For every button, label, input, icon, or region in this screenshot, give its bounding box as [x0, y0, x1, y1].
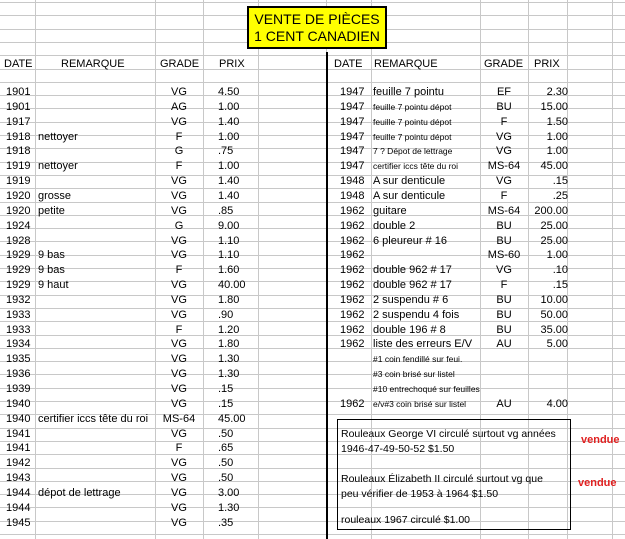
header-remark-left: REMARQUE [61, 58, 125, 70]
left-row-price: 40.00 [218, 279, 246, 292]
right-row-grade: VG [496, 130, 512, 143]
left-row-price: 1.40 [218, 115, 240, 128]
right-row-date: 1947 [340, 86, 365, 98]
right-row-date: 1962 [340, 234, 365, 247]
header-remark-right: REMARQUE [374, 58, 438, 70]
left-row-date: 1929 [6, 279, 31, 292]
right-row-price: .10 [552, 264, 568, 277]
right-row-price: 10.00 [540, 293, 568, 306]
right-row-price: .15 [552, 175, 568, 188]
right-row-grade [480, 352, 528, 367]
left-row-grade: VG [171, 204, 187, 217]
left-row-price: 1.20 [218, 323, 240, 336]
left-row-remark: 9 bas [38, 249, 65, 262]
left-row-price: .50 [218, 472, 234, 485]
right-row-date: 1962 [340, 338, 365, 351]
left-row-grade: VG [171, 279, 187, 292]
left-row-date: 1929 [6, 264, 31, 277]
left-row-grade: VG [171, 516, 187, 529]
left-row-grade: VG [171, 115, 187, 128]
right-row-price: .15 [552, 279, 568, 292]
left-row-remark: grosse [38, 189, 72, 202]
right-row-price: 35.00 [540, 323, 568, 336]
right-row-grade: VG [496, 175, 512, 188]
right-row-remark: feuille 7 pointu dépot [373, 101, 452, 112]
right-row-price: 1.00 [546, 130, 568, 143]
header-grade-left: GRADE [160, 58, 200, 70]
left-row-grade: VG [171, 501, 187, 514]
right-row-remark: feuille 7 pointu [373, 86, 444, 98]
left-row-grade: VG [171, 249, 187, 262]
left-row-date: 1940 [6, 412, 31, 425]
left-row-price: 1.00 [218, 100, 240, 113]
right-row-remark: double 962 # 17 [373, 264, 452, 277]
left-row-grade: F [175, 130, 183, 143]
left-row-price: 1.80 [218, 293, 240, 306]
header-date-left: DATE [4, 58, 33, 70]
left-row-date: 1917 [6, 115, 31, 128]
header-date-right: DATE [334, 58, 363, 70]
right-row-grade [480, 382, 528, 397]
left-row-date: 1935 [6, 353, 31, 366]
left-row-price: 4.50 [218, 86, 240, 98]
right-row-price [528, 352, 568, 367]
left-row-date: 1901 [6, 100, 31, 113]
right-row-remark: 6 pleureur # 16 [373, 234, 447, 247]
left-row-price: 9.00 [218, 219, 240, 232]
left-row-price: 1.80 [218, 338, 240, 351]
right-row-price: 4.00 [546, 397, 568, 410]
left-row-date: 1918 [6, 130, 31, 143]
left-row-grade: VG [171, 338, 187, 351]
left-row-grade: AG [171, 100, 187, 113]
right-row-date: 1947 [340, 115, 365, 128]
right-row-remark: feuille 7 pointu dépot [373, 131, 452, 142]
left-row-grade: VG [171, 175, 187, 188]
left-row-date: 1933 [6, 308, 31, 321]
left-row-price: 1.40 [218, 189, 240, 202]
right-row-grade: F [500, 115, 508, 128]
left-row-price: 1.30 [218, 368, 240, 381]
right-row-date: 1948 [340, 189, 365, 202]
left-row-date: 1941 [6, 442, 31, 455]
left-row-date: 1944 [6, 501, 31, 514]
left-row-grade: F [175, 442, 183, 455]
right-row-grade: BU [496, 323, 512, 336]
right-row-remark: e/v#3 coin brisé sur listel [373, 398, 467, 409]
left-row-price: 1.00 [218, 160, 240, 173]
left-row-price: .75 [218, 145, 234, 158]
left-row-date: 1942 [6, 457, 31, 470]
left-row-price: 1.30 [218, 353, 240, 366]
left-row-remark: certifier iccs tête du roi [38, 412, 149, 425]
right-row-remark: guitare [373, 204, 407, 217]
left-row-date: 1919 [6, 175, 31, 188]
left-row-date: 1941 [6, 427, 31, 440]
left-row-grade: VG [171, 368, 187, 381]
right-row-remark: double 2 [373, 219, 416, 232]
left-row-grade: VG [171, 457, 187, 470]
left-row-date: 1920 [6, 204, 31, 217]
left-row-grade: VG [171, 486, 187, 499]
left-row-price: .15 [218, 383, 234, 395]
left-row-grade: VG [171, 308, 187, 321]
right-row-date: 1962 [340, 279, 365, 292]
left-row-price: 45.00 [218, 412, 246, 425]
right-row-remark: #10 entrechoqué sur feuilles [373, 384, 480, 394]
left-row-price: .15 [218, 397, 234, 410]
left-row-price: 1.30 [218, 501, 240, 514]
right-row-price: 25.00 [540, 219, 568, 232]
left-row-grade: VG [171, 427, 187, 440]
left-row-remark: 9 haut [38, 279, 69, 292]
right-row-price: 1.00 [546, 145, 568, 158]
left-row-grade: VG [171, 189, 187, 202]
right-row-price: 50.00 [540, 308, 568, 321]
left-row-date: 1936 [6, 368, 31, 381]
left-row-price: .50 [218, 427, 234, 440]
right-row-remark: certifier iccs tête du roi [373, 161, 459, 172]
right-row-grade: VG [496, 145, 512, 158]
left-row-date: 1943 [6, 472, 31, 485]
column-divider [326, 52, 328, 539]
left-row-grade: VG [171, 293, 187, 306]
right-row-date: 1962 [340, 308, 365, 321]
right-row-remark: 2 suspendu 4 fois [373, 308, 460, 321]
right-row-price [528, 382, 568, 397]
right-row-date: 1948 [340, 175, 365, 188]
left-row-grade: G [174, 219, 184, 232]
left-row-price: .85 [218, 204, 234, 217]
right-row-price: 1.50 [546, 115, 568, 128]
right-row-remark: A sur denticule [373, 175, 446, 188]
header-price-left: PRIX [219, 58, 245, 70]
right-row-date: 1962 [340, 219, 365, 232]
right-row-remark: A sur denticule [373, 189, 446, 202]
right-row-grade: VG [496, 264, 512, 277]
right-row-remark: double 196 # 8 [373, 323, 446, 336]
right-row-grade: AU [496, 397, 512, 410]
left-row-grade: VG [171, 472, 187, 485]
left-row-date: 1920 [6, 189, 31, 202]
right-row-date: 1962 [340, 397, 365, 410]
right-row-date: 1962 [340, 204, 365, 217]
title-box [247, 6, 387, 49]
left-row-remark: 9 bas [38, 264, 65, 277]
left-row-date: 1929 [6, 249, 31, 262]
title-line-2: 1 CENT CANADIEN [254, 28, 380, 44]
left-row-grade: F [175, 160, 183, 173]
left-row-grade: G [174, 145, 184, 158]
right-row-grade: F [500, 189, 508, 202]
left-row-grade: F [175, 323, 183, 336]
right-row-price: 1.00 [546, 249, 568, 262]
right-row-remark: feuille 7 pointu dépot [373, 116, 452, 127]
note-elizabeth-ii: Rouleaux Élizabeth II circulé surtout vg que peu vérifier de 1953 à 1964 $1.50 [341, 473, 543, 500]
left-row-date: 1939 [6, 383, 31, 395]
left-row-date: 1940 [6, 397, 31, 410]
right-row-date: 1947 [340, 130, 365, 143]
title-line-1: VENTE DE PIÈCES [254, 11, 380, 27]
left-row-date: 1928 [6, 234, 31, 247]
left-row-date: 1945 [6, 516, 31, 529]
left-row-date: 1933 [6, 323, 31, 336]
right-row-remark: double 962 # 17 [373, 279, 452, 292]
right-row-price: 200.00 [534, 204, 568, 217]
right-row-date: 1962 [340, 293, 365, 306]
sold-label-1: vendue [581, 434, 620, 446]
right-row-grade: BU [496, 234, 512, 247]
right-row-date: 1962 [340, 249, 365, 262]
left-row-price: 1.40 [218, 175, 240, 188]
note-george-vi: Rouleaux George VI circulé surtout vg années 1946-47-49-50-52 $1.50 [341, 428, 556, 455]
right-row-grade: BU [496, 308, 512, 321]
left-row-date: 1918 [6, 145, 31, 158]
right-row-date: 1947 [340, 160, 365, 173]
right-row-grade: BU [496, 100, 512, 113]
right-row-price [528, 367, 568, 382]
right-row-remark: #3 coin brisé sur listel [373, 369, 455, 380]
right-row-grade: MS-64 [487, 204, 521, 217]
right-row-date: 1962 [340, 264, 365, 277]
left-row-date: 1901 [6, 86, 31, 98]
left-row-date: 1934 [6, 338, 31, 351]
right-row-price: 45.00 [540, 160, 568, 173]
left-row-remark: nettoyer [38, 160, 78, 173]
left-row-price: 1.10 [218, 234, 240, 247]
right-row-grade: AU [496, 338, 512, 351]
left-row-grade: VG [171, 86, 187, 98]
left-row-price: .65 [218, 442, 234, 455]
left-row-price: 1.00 [218, 130, 240, 143]
right-row-remark: 7 ? Dépot de lettrage [373, 146, 453, 157]
sold-label-2: vendue [578, 477, 617, 489]
right-row-price: 5.00 [546, 338, 568, 351]
right-row-price: .25 [552, 189, 568, 202]
left-row-price: 1.10 [218, 249, 240, 262]
right-row-price: 25.00 [540, 234, 568, 247]
right-row-grade [480, 367, 528, 382]
left-row-price: .50 [218, 457, 234, 470]
right-row-remark: liste des erreurs E/V [373, 338, 473, 351]
right-row-remark: #1 coin fendillé sur feui. [373, 354, 463, 365]
right-row-grade: BU [496, 293, 512, 306]
right-row-date: 1947 [340, 100, 365, 113]
left-row-grade: MS-64 [162, 412, 196, 425]
left-row-date: 1944 [6, 486, 31, 499]
right-row-remark: 2 suspendu # 6 [373, 293, 449, 306]
right-row-grade: MS-60 [487, 249, 521, 262]
header-grade-right: GRADE [484, 58, 524, 70]
left-row-remark: dépot de lettrage [38, 486, 121, 499]
left-row-remark: nettoyer [38, 130, 78, 143]
right-row-date: 1962 [340, 323, 365, 336]
note-1967: rouleaux 1967 circulé $1.00 [341, 514, 471, 526]
left-row-price: .90 [218, 308, 234, 321]
right-row-grade: F [500, 279, 508, 292]
left-row-grade: VG [171, 397, 187, 410]
right-row-price: 2.30 [546, 86, 568, 98]
left-row-grade: F [175, 264, 183, 277]
right-row-grade: MS-64 [487, 160, 521, 173]
right-row-grade: EF [496, 86, 512, 98]
right-row-price: 15.00 [540, 100, 568, 113]
left-row-price: .35 [218, 516, 234, 529]
right-row-date: 1947 [340, 145, 365, 158]
left-row-grade: VG [171, 234, 187, 247]
right-row-grade: BU [496, 219, 512, 232]
left-row-date: 1919 [6, 160, 31, 173]
left-row-price: 3.00 [218, 486, 240, 499]
left-row-price: 1.60 [218, 264, 240, 277]
left-row-remark: petite [38, 204, 65, 217]
left-row-grade: VG [171, 383, 187, 395]
header-price-right: PRIX [534, 58, 560, 70]
left-row-grade: VG [171, 353, 187, 366]
left-row-date: 1932 [6, 293, 31, 306]
left-row-date: 1924 [6, 219, 31, 232]
